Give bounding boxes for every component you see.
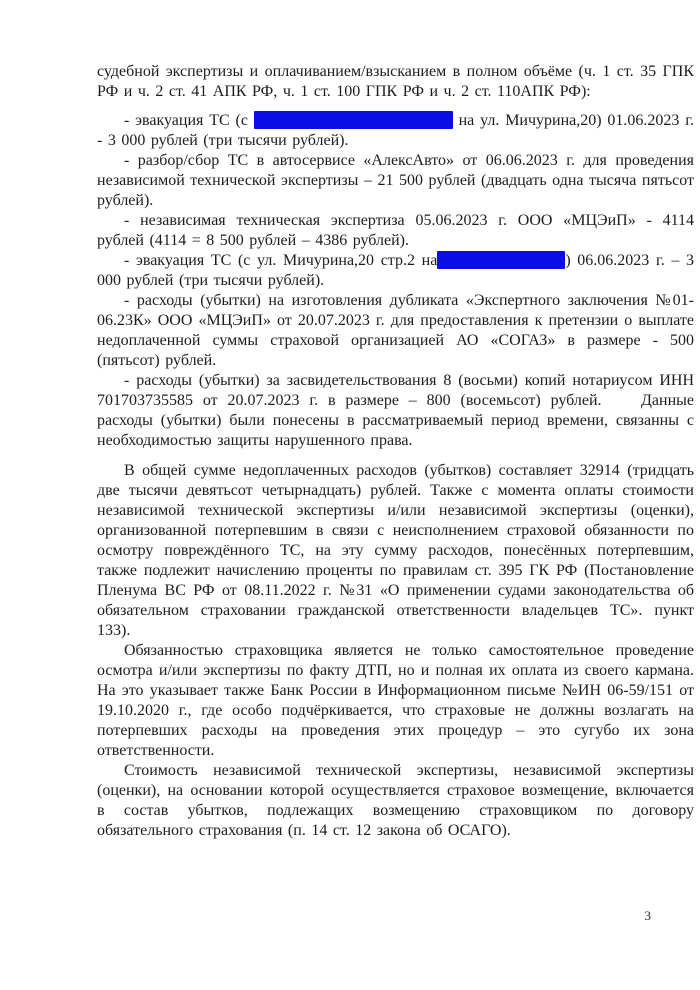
paragraph-spacer xyxy=(97,451,694,461)
expense-item-technical-expertise: - независимая техническая экспертиза 05.06.2023 г. ООО «МЦЭиП» - 4114 рублей (4114 = 8 500 рублей – 4386 рублей). xyxy=(97,212,694,249)
paragraph-spacer xyxy=(97,102,694,111)
text-segment: ) 06.06.2023 г. – 3 000 рублей (три тысячи рублей). xyxy=(97,252,695,289)
body-paragraph-expertise-cost: Стоимость независимой технической экспертизы, независимой экспертизы (оценки), на основании которой осуществляется страховое возмещение, включается в состав убытков, подлежащих возмещению страховщиком по договору обязательного страхования (п. 14 ст. 12 закона об ОСАГО). xyxy=(97,762,694,839)
expense-item-duplicate-report: - расходы (убытки) на изготовления дубликата «Экспертного заключения №01-06.23К» ООО «МЦЭиП» от 20.07.2023 г. для предоставления к претензии о выплате недоплаченной суммы страховой организацией АО «СОГАЗ» в размере - 500 (пятьсот) рублей. xyxy=(97,292,694,369)
document-body xyxy=(97,62,694,841)
text-segment: на ул. Мичурина,20) 01.06.2023 г. - 3 000 рублей (три тысячи рублей). xyxy=(97,112,695,149)
body-paragraph-total-sum: В общей сумме недоплаченных расходов (убытков) составляет 32914 (тридцать две тысячи девятьсот четырнадцать) рублей. Также с момента оплаты стоимости независимой технической экспертизы и/или независимой экспертизы (оценки), организованной потерпевшим в связи с неисполнением страховой обязанности по осмотру повреждённого ТС, на эту сумму расходов, понесённых потерпевшим, также подлежит начислению проценты по правилам ст. 395 ГК РФ (Постановление Пленума ВС РФ от 08.11.2022 г. №31 «О применении судами законодательства об обязательном страховании гражданской ответственности владельцев ТС». пункт 133). xyxy=(97,462,694,639)
expense-item-evacuation-1 xyxy=(97,111,694,151)
intro-paragraph: судебной экспертизы и оплачиванием/взысканием в полном объёме (ч. 1 ст. 35 ГПК РФ и ч. 2 ст. 41 АПК РФ, ч. 1 ст. 100 ГПК РФ и ч. 2 ст. 110АПК РФ): xyxy=(97,63,694,100)
redaction-bar xyxy=(254,111,453,129)
expense-item-notary-copies: - расходы (убытки) за засвидетельствования 8 (восьми) копий нотариусом ИНН 701703735585 от 20.07.2023 г. в размере – 800 (восемьсот) рублей. Данные расходы (убытки) были понесены в рассматриваемый период времени, связанны с необходимостью защиты нарушенного права. xyxy=(97,372,694,449)
text-segment: - эвакуация ТС (с ул. Мичурина,20 стр.2 на xyxy=(124,252,438,269)
text-segment: - эвакуация ТС (с xyxy=(124,112,254,129)
body-paragraph-insurer-duty: Обязанностью страховщика является не только самостоятельное проведение осмотра и/или экспертизы по факту ДТП, но и полная их оплата из своего кармана. На это указывает также Банк России в Информационном письме №ИН 06-59/151 от 19.10.2020 г., где особо подчёркивается, что страховые не должны возлагать на потерпевших расходы на проведения этих процедур – это сугубо их зона ответственности. xyxy=(97,642,694,759)
expense-item-evacuation-2 xyxy=(97,251,694,291)
page-number: 3 xyxy=(644,908,651,923)
expense-item-disassembly: - разбор/сбор ТС в автосервисе «АлексАвто» от 06.06.2023 г. для проведения независимой технической экспертизы – 21 500 рублей (двадцать одна тысяча пятьсот рублей). xyxy=(97,152,694,209)
redaction-bar xyxy=(437,251,565,269)
